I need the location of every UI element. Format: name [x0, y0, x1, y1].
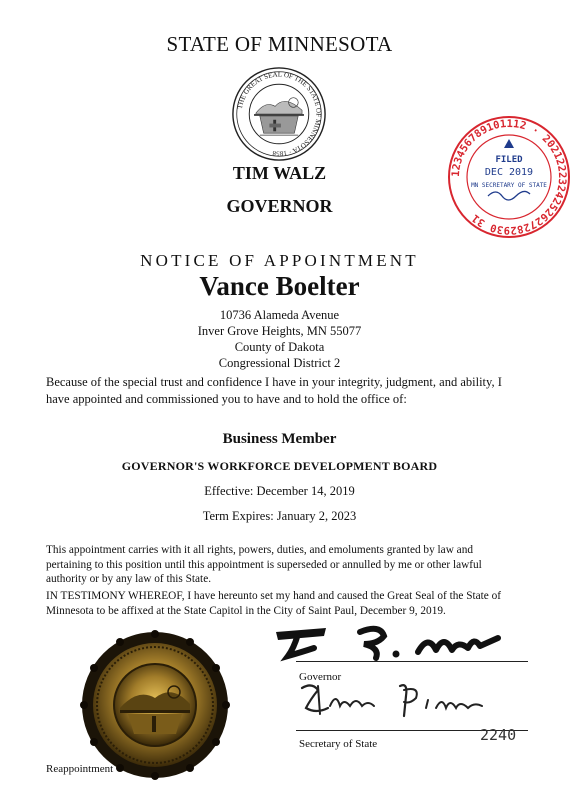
stamp-office: MN SECRETARY OF STATE	[471, 182, 547, 189]
stamp-status: FILED	[495, 155, 523, 165]
reappointment-label: Reappointment	[46, 763, 114, 775]
effective-date: Effective: December 14, 2019	[204, 484, 355, 498]
seal-ring-text: THE GREAT SEAL OF THE STATE OF MINNESOTA · 1858	[235, 70, 323, 158]
stamp-number-ring: 123456789101112 · 2021222324252627282930 31	[449, 117, 569, 237]
document-number: 2240	[480, 726, 517, 744]
rights-paragraph: This appointment carries with it all rights, powers, duties, and emoluments granted by law and pertaining to this position until this appointment is superseded or annulled by me or other lawful authority or by any law of this State.	[46, 544, 482, 585]
address-street: 10736 Alameda Avenue	[219, 308, 340, 322]
state-seal-icon	[231, 66, 327, 162]
governor-signature-line	[296, 661, 528, 662]
address-city: Inver Grove Heights, MN 55077	[197, 324, 362, 338]
testimony-paragraph: IN TESTIMONY WHEREOF, I have hereunto set my hand and caused the Great Seal of the State of Minnesota to be affixed at the State Capitol in the City of Saint Paul, December 9, 2019.	[46, 590, 502, 617]
governor-title: GOVERNOR	[226, 196, 333, 216]
appointee-name: Vance Boelter	[199, 271, 360, 301]
state-title: STATE OF MINNESOTA	[166, 32, 393, 56]
secretary-signature	[296, 678, 496, 726]
stamp-date: DEC 2019	[484, 167, 534, 178]
governor-name: TIM WALZ	[232, 163, 327, 183]
stamp-arrow-icon	[504, 139, 514, 148]
appointment-intro: Because of the special trust and confidence I have in your integrity, judgment, and ability, I have appointed and commissioned you to have and to hold the office of:	[46, 375, 502, 406]
position-title: Business Member	[222, 431, 337, 447]
governor-label: Governor	[299, 671, 342, 683]
address-district: Congressional District 2	[218, 356, 341, 370]
secretary-label: Secretary of State	[299, 738, 378, 750]
term-expires: Term Expires: January 2, 2023	[202, 509, 357, 523]
address-county: County of Dakota	[234, 340, 325, 354]
board-name: GOVERNOR'S WORKFORCE DEVELOPMENT BOARD	[121, 459, 438, 473]
filed-stamp	[444, 112, 574, 242]
notice-heading: NOTICE OF APPOINTMENT	[140, 251, 419, 270]
gold-seal-icon	[80, 630, 230, 780]
governor-signature	[268, 618, 528, 663]
